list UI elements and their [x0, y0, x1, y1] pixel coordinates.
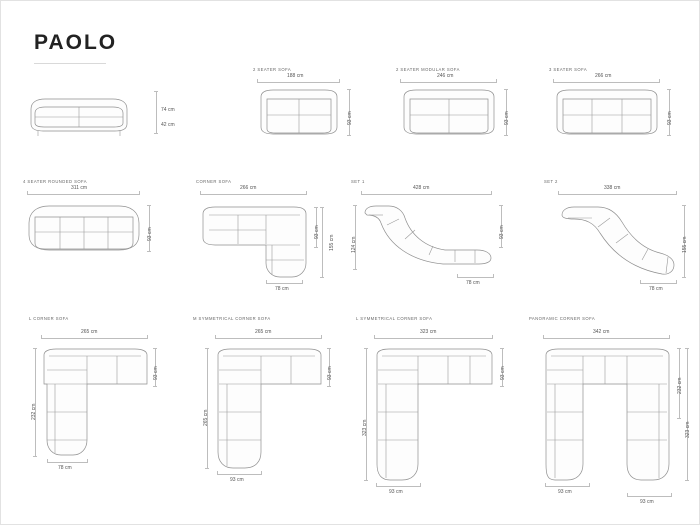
dim-tick — [205, 468, 209, 469]
dim-tick — [677, 418, 681, 419]
dim-line-height — [322, 207, 323, 277]
brand-underline — [34, 63, 106, 64]
item-title: 2 SEATER MODULAR SOFA — [396, 67, 460, 72]
dim-depth-label: 93 cm — [314, 225, 320, 239]
sofa-drawing-3d — [25, 93, 135, 143]
dim-front-label: 93 cm — [558, 489, 572, 495]
dim-tick — [682, 277, 686, 278]
dim-tick — [492, 335, 493, 339]
dim-tick — [499, 205, 503, 206]
dim-line-front — [457, 277, 493, 278]
dim-line-width — [361, 194, 491, 195]
dim-tick — [504, 89, 508, 90]
dim-tick — [545, 483, 546, 487]
dim-tick — [364, 348, 368, 349]
item-title: 4 SEATER ROUNDED SOFA — [23, 179, 88, 184]
dim-tick — [41, 335, 42, 339]
dim-tick — [671, 493, 672, 497]
dim-tick — [320, 277, 324, 278]
dim-tick — [669, 335, 670, 339]
dim-tick — [153, 348, 157, 349]
dim-tick — [496, 79, 497, 83]
dim-line-width — [41, 338, 147, 339]
dim-tick — [353, 205, 357, 206]
dim-depth-label: 93 cm — [499, 225, 505, 239]
dim-tick — [376, 483, 377, 487]
dim-tick — [215, 335, 216, 339]
dim-line-width — [27, 194, 139, 195]
dim-tick — [676, 280, 677, 284]
dim-tick — [667, 135, 671, 136]
item-title: SET 2 — [544, 179, 558, 184]
dim-height-label: 265 cm — [203, 409, 209, 426]
dim-tick — [347, 89, 351, 90]
dim-tick — [361, 191, 362, 195]
item-title: 3 SEATER SOFA — [549, 67, 588, 72]
dim-front-label: 78 cm — [466, 280, 480, 286]
dim-tick — [640, 280, 641, 284]
dim-tick — [321, 335, 322, 339]
dim-tick — [314, 207, 318, 208]
dim-height-label: 323 cm — [362, 419, 368, 436]
item-3-seater-sofa — [549, 67, 684, 147]
sofa-drawing-top — [553, 89, 661, 135]
dim-tick — [320, 207, 324, 208]
dim-tick — [339, 79, 340, 83]
brand-title: PAOLO — [34, 31, 118, 54]
dim-line-height — [207, 348, 208, 468]
dim-front-label: 78 cm — [58, 465, 72, 471]
dim-tick — [87, 459, 88, 463]
dim-tick — [682, 205, 686, 206]
dim-front-label: 78 cm — [275, 286, 289, 292]
dim-width-label: 342 cm — [593, 329, 610, 335]
dim-tick — [491, 191, 492, 195]
item-title: L SYMMETRICAL CORNER SOFA — [356, 316, 433, 321]
dim-tick — [147, 251, 151, 252]
dim-width-label: 188 cm — [287, 73, 304, 79]
item-title: CORNER SOFA — [196, 179, 232, 184]
dim-tick — [302, 280, 303, 284]
dim-tick — [400, 79, 401, 83]
dim-tick — [261, 471, 262, 475]
dim-tick — [257, 79, 258, 83]
dim-tick — [500, 386, 504, 387]
dim-tick — [504, 135, 508, 136]
item-panoramic-corner-sofa — [529, 316, 694, 505]
dim-line-width — [200, 194, 306, 195]
dim-line-height — [35, 348, 36, 456]
dim-line-width — [553, 82, 659, 83]
dim-depth-label: 93 cm — [147, 227, 153, 241]
dim-line-height — [366, 348, 367, 480]
dim-width-label: 338 cm — [604, 185, 621, 191]
sofa-drawing-top — [27, 205, 141, 251]
dim-tick — [677, 348, 681, 349]
dim-depth-label: 93 cm — [504, 111, 510, 125]
item-title: L CORNER SOFA — [29, 316, 69, 321]
dim-tick — [685, 480, 689, 481]
sofa-drawing-top — [558, 205, 678, 277]
dim-depth-label: 93 cm — [347, 111, 353, 125]
sofa-drawing-top — [200, 205, 308, 279]
dim-line-height — [687, 348, 688, 480]
item-4-seater-rounded-sofa — [23, 179, 173, 269]
dim-tick — [374, 335, 375, 339]
item-2-seater-sofa — [253, 67, 383, 147]
dim-height-label: 155 cm — [329, 234, 335, 251]
dim-width-label: 323 cm — [420, 329, 437, 335]
dim-tick — [314, 247, 318, 248]
sofa-drawing-top — [374, 348, 494, 482]
dim-width-label: 428 cm — [413, 185, 430, 191]
dim-line-width — [400, 82, 496, 83]
dim-tick — [420, 483, 421, 487]
dim-depth-label: 93 cm — [667, 111, 673, 125]
dim-height-label: 124 cm — [351, 236, 357, 253]
dim-tick — [627, 493, 628, 497]
dim-front-label: 78 cm — [649, 286, 663, 292]
dim-tick — [499, 247, 503, 248]
dim-tick — [667, 89, 671, 90]
sofa-drawing-top — [257, 89, 341, 135]
dim-height-label: 323 cm — [685, 421, 691, 438]
dim-tick — [364, 480, 368, 481]
dim-tick — [154, 91, 158, 92]
sofa-drawing-top — [41, 348, 149, 458]
dim-tick — [493, 274, 494, 278]
item-title: 2 SEATER SOFA — [253, 67, 292, 72]
dim-width-label: 311 cm — [71, 185, 88, 191]
item-title: PANORAMIC CORNER SOFA — [529, 316, 596, 321]
dim-tick — [327, 386, 331, 387]
dim-tick — [347, 135, 351, 136]
dim-line-width — [257, 82, 339, 83]
dim-depth-label: 93 cm — [327, 366, 333, 380]
sofa-drawing-top — [543, 348, 671, 482]
dim-tick — [306, 191, 307, 195]
dim-tick — [205, 348, 209, 349]
item-set-2 — [544, 179, 694, 294]
dim-line-front — [217, 474, 261, 475]
dim-depth-label: 93 cm — [153, 366, 159, 380]
dim-line-width — [558, 194, 676, 195]
dim-tick — [457, 274, 458, 278]
dim-tick — [558, 191, 559, 195]
dim-depth-label: 42 cm — [161, 122, 175, 128]
dim-line-depth — [156, 114, 157, 133]
item-2-seater-modular-sofa — [396, 67, 531, 147]
dim-height-label: 232 cm — [31, 403, 37, 420]
dim-tick — [553, 79, 554, 83]
dim-tick — [543, 335, 544, 339]
dim-line-front — [47, 462, 87, 463]
item-set-1 — [351, 179, 516, 294]
sofa-drawing-top — [215, 348, 323, 470]
item-paolo-3d — [25, 81, 185, 151]
dim-tick — [659, 79, 660, 83]
dim-line-width — [374, 338, 492, 339]
item-l-symmetrical-corner-sofa — [356, 316, 521, 496]
dim-tick — [147, 335, 148, 339]
dim-line-front-right — [627, 496, 671, 497]
dim-tick — [47, 459, 48, 463]
dim-front-label: 93 cm — [230, 477, 244, 483]
dim-width-label: 265 cm — [255, 329, 272, 335]
dim-height-label: 155 cm — [682, 236, 688, 253]
dim-width-label: 265 cm — [81, 329, 98, 335]
dim-tick — [327, 348, 331, 349]
dim-tick — [266, 280, 267, 284]
dim-width-label: 246 cm — [437, 73, 454, 79]
dim-depth-label: 93 cm — [500, 366, 506, 380]
dim-depth-label: 232 cm — [677, 377, 683, 394]
dim-front-label-2: 93 cm — [640, 499, 654, 505]
dim-tick — [139, 191, 140, 195]
dim-line-front — [376, 486, 420, 487]
dim-tick — [589, 483, 590, 487]
dim-tick — [685, 348, 689, 349]
dim-height-label: 74 cm — [161, 107, 175, 113]
item-m-symmetrical-corner-sofa — [193, 316, 343, 486]
dim-front-label: 93 cm — [389, 489, 403, 495]
item-title: M SYMMETRICAL CORNER SOFA — [193, 316, 271, 321]
dim-tick — [500, 348, 504, 349]
dim-tick — [153, 386, 157, 387]
dim-tick — [353, 269, 357, 270]
dim-width-label: 266 cm — [240, 185, 257, 191]
dim-line-width — [543, 338, 669, 339]
item-corner-sofa — [196, 179, 346, 294]
sofa-drawing-top — [400, 89, 498, 135]
dim-width-label: 266 cm — [595, 73, 612, 79]
item-l-corner-sofa — [29, 316, 179, 476]
dim-tick — [147, 205, 151, 206]
dim-tick — [33, 456, 37, 457]
dim-line-width — [215, 338, 321, 339]
dim-line-front — [640, 283, 676, 284]
dim-tick — [217, 471, 218, 475]
dim-tick — [27, 191, 28, 195]
item-title: SET 1 — [351, 179, 365, 184]
dim-tick — [33, 348, 37, 349]
sofa-drawing-top — [359, 205, 495, 265]
dim-line-front-left — [545, 486, 589, 487]
dim-line-front — [266, 283, 302, 284]
dim-tick — [154, 133, 158, 134]
dim-tick — [200, 191, 201, 195]
dim-tick — [676, 191, 677, 195]
